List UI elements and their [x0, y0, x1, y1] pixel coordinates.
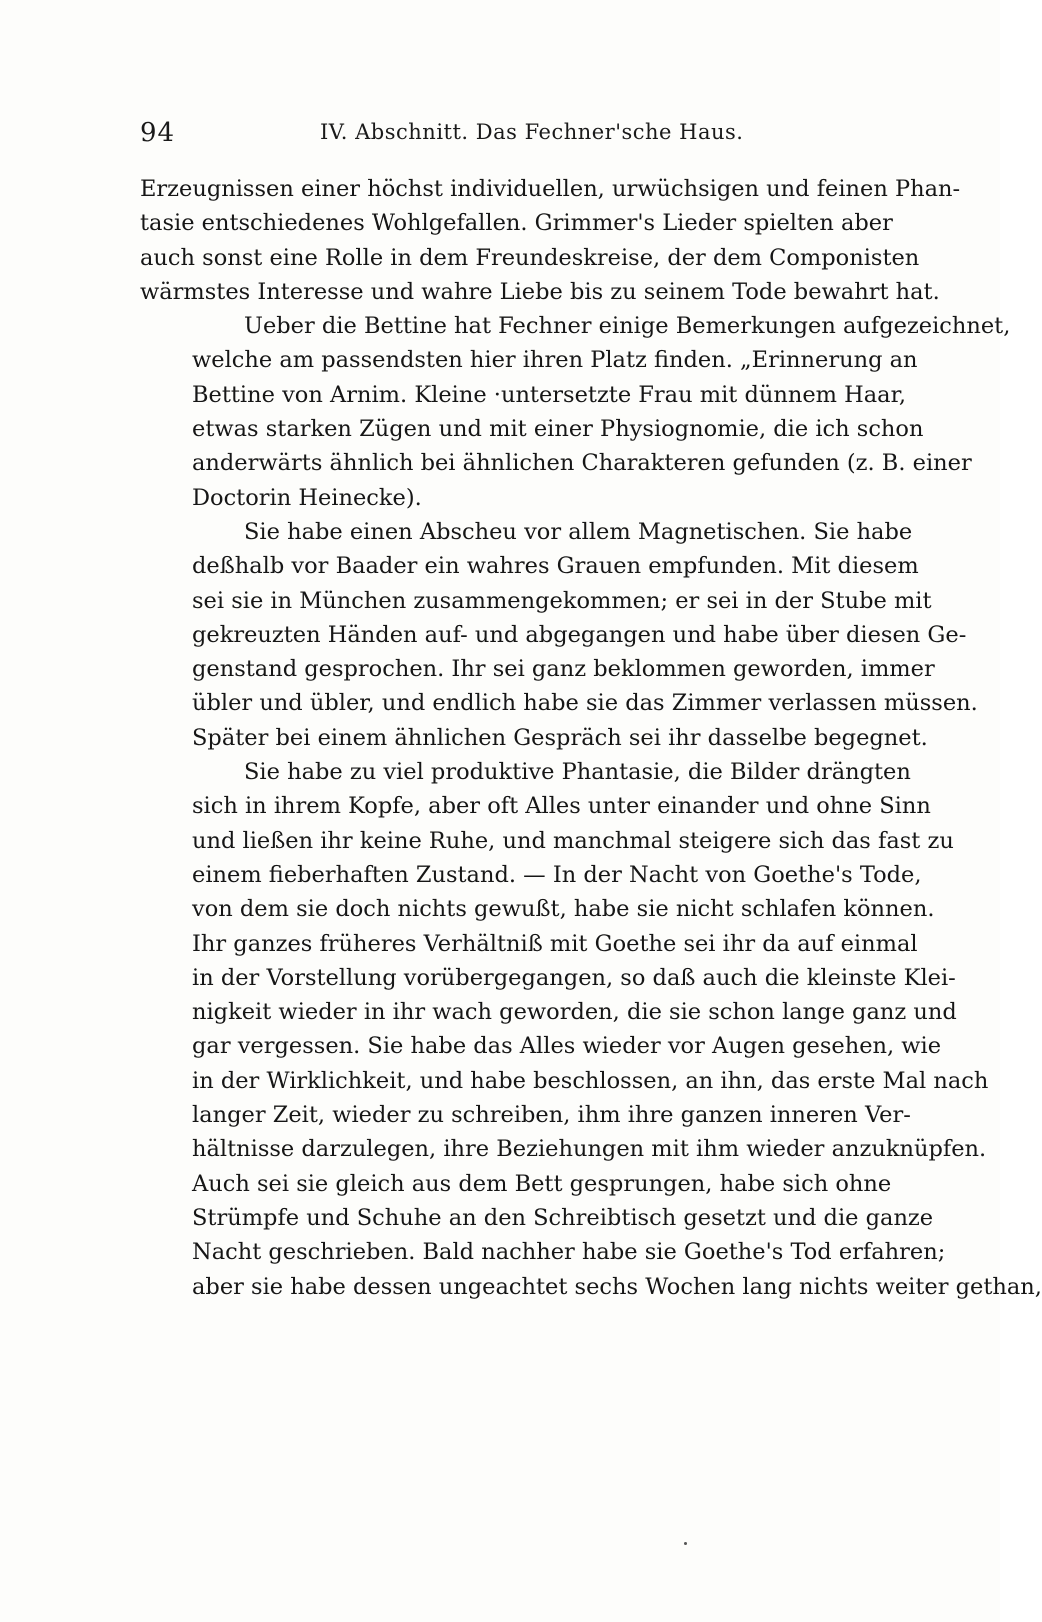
text-line: nigkeit wieder in ihr wach geworden, die sie schon lange ganz und [192, 999, 957, 1026]
paragraph [140, 755, 1042, 1304]
text-line: genstand gesprochen. Ihr sei ganz beklommen geworden, immer [192, 656, 935, 683]
text-line: wärmstes Interesse und wahre Liebe bis zu seinem Tode bewahrt hat. [140, 278, 940, 305]
text-line: hältnisse darzulegen, ihre Beziehungen mit ihm wieder anzuknüpfen. [192, 1136, 987, 1163]
paper-speck [684, 1542, 687, 1545]
page-number: 94 [140, 118, 176, 148]
paragraph [140, 309, 1011, 515]
text-line: Auch sei sie gleich aus dem Bett gesprungen, habe sich ohne [192, 1170, 892, 1197]
page-header [140, 118, 880, 158]
text-line: Ueber die Bettine hat Fechner einige Bemerkungen aufgezeichnet, [244, 313, 1011, 340]
text-line: anderwärts ähnlich bei ähnlichen Charakteren gefunden (z. B. einer [192, 450, 972, 477]
text-line: Sie habe zu viel produktive Phantasie, die Bilder drängten [244, 759, 911, 786]
text-line: in der Wirklichkeit, und habe beschlossen, an ihn, das erste Mal nach [192, 1067, 989, 1094]
text-line: deßhalb vor Baader ein wahres Grauen empfunden. Mit diesem [192, 553, 919, 580]
text-line: Erzeugnissen einer höchst individuellen, urwüchsigen und feinen Phan- [140, 176, 961, 202]
text-line: Ihr ganzes früheres Verhältniß mit Goethe sei ihr da auf einmal [192, 930, 918, 957]
paragraph [140, 172, 961, 309]
text-line: aber sie habe dessen ungeachtet sechs Wochen lang nichts weiter gethan, [192, 1273, 1042, 1300]
running-head: IV. Abschnitt. Das Fechner'sche Haus. [320, 120, 744, 144]
body-text [140, 172, 1042, 1304]
text-line: von dem sie doch nichts gewußt, habe sie nicht schlafen können. [192, 896, 935, 923]
text-line: sich in ihrem Kopfe, aber oft Alles unter einander und ohne Sinn [192, 793, 931, 820]
text-line: Später bei einem ähnlichen Gespräch sei ihr dasselbe begegnet. [192, 724, 928, 751]
text-line: langer Zeit, wieder zu schreiben, ihm ihre ganzen inneren Ver- [192, 1102, 911, 1129]
text-line: Doctorin Heinecke). [192, 484, 422, 511]
text-line: gekreuzten Händen auf- und abgegangen und habe über diesen Ge- [192, 621, 967, 648]
text-line: Strümpfe und Schuhe an den Schreibtisch gesetzt und die ganze [192, 1204, 934, 1231]
text-line: Nacht geschrieben. Bald nachher habe sie Goethe's Tod erfahren; [192, 1239, 946, 1266]
text-line: etwas starken Zügen und mit einer Physiognomie, die ich schon [192, 416, 924, 443]
text-line: einem fieberhaften Zustand. — In der Nacht von Goethe's Tode, [192, 861, 922, 888]
text-line: sei sie in München zusammengekommen; er sei in der Stube mit [192, 587, 932, 614]
text-line: auch sonst eine Rolle in dem Freundeskreise, der dem Componisten [140, 244, 920, 271]
text-line: Bettine von Arnim. Kleine ·untersetzte Frau mit dünnem Haar, [192, 381, 907, 408]
text-line: welche am passendsten hier ihren Platz finden. „Erinnerung an [192, 347, 918, 374]
text-line: Sie habe einen Abscheu vor allem Magnetischen. Sie habe [244, 518, 913, 545]
text-line: in der Vorstellung vorübergegangen, so daß auch die kleinste Klei- [192, 964, 956, 991]
text-line: und ließen ihr keine Ruhe, und manchmal steigere sich das fast zu [192, 827, 954, 854]
text-line: gar vergessen. Sie habe das Alles wieder vor Augen gesehen, wie [192, 1033, 942, 1060]
paragraph [140, 515, 978, 755]
text-line: tasie entschiedenes Wohlgefallen. Grimmer's Lieder spielten aber [140, 210, 893, 237]
text-line: übler und übler, und endlich habe sie das Zimmer verlassen müssen. [192, 690, 978, 717]
